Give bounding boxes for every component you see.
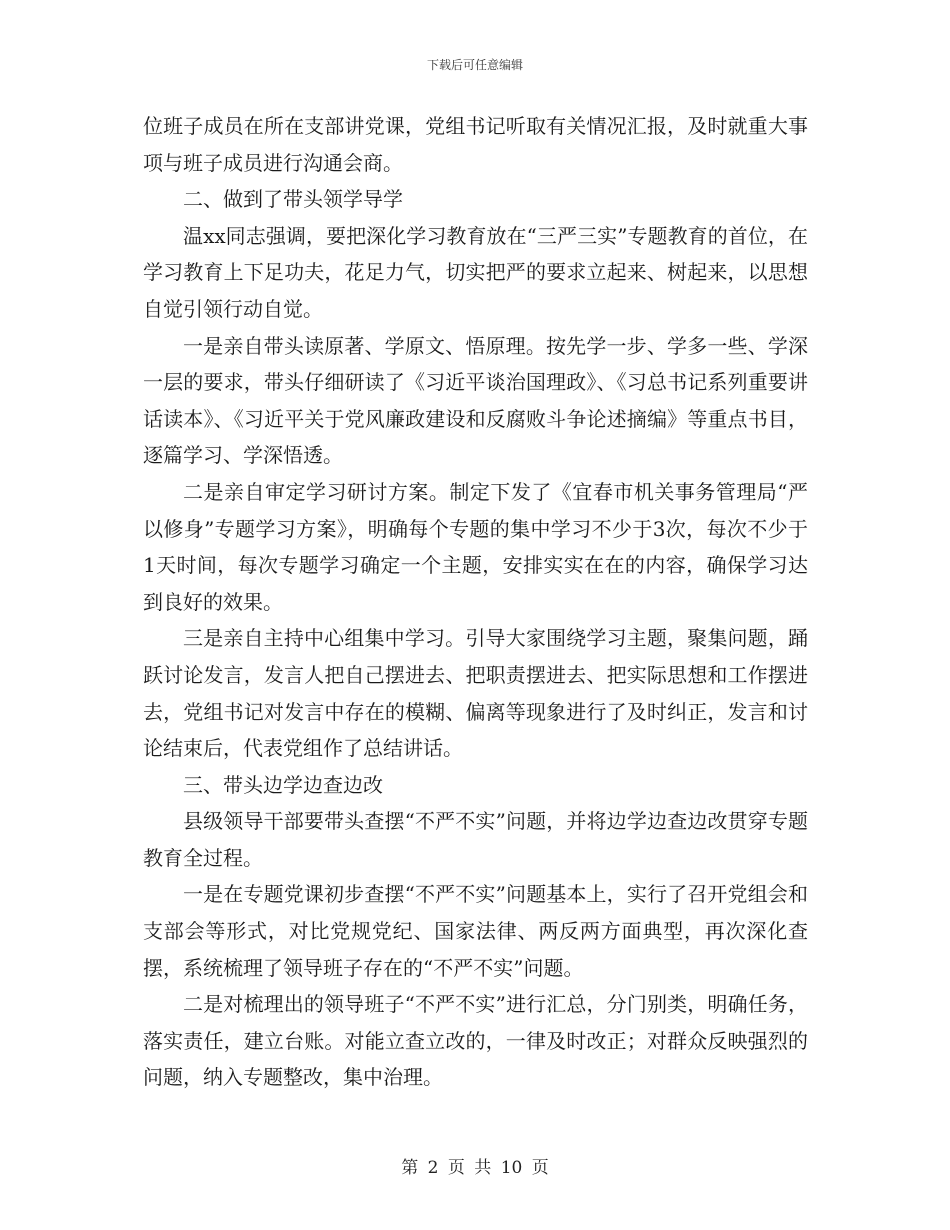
paragraph: 温xx同志强调，要把深化学习教育放在“三严三实”专题教育的首位，在学习教育上下足功夫，花足力气，切实把严的要求立起来、树起来，以思想自觉引领行动自觉。 <box>143 223 808 321</box>
section-heading: 二、做到了带头领学导学 <box>183 187 403 212</box>
section-heading: 三、带头边学边查边改 <box>183 772 383 797</box>
paragraph: 一是亲自带头读原著、学原文、悟原理。按先学一步、学多一些、学深一层的要求，带头仔细研读了《习近平谈治国理政》、《习总书记系列重要讲话读本》、《习近平关于党风廉政建设和反腐败斗争论述摘编》等重点书目，逐篇学习、学深悟透。 <box>143 333 808 468</box>
paragraph: 二是对梳理出的领导班子“不严不实”进行汇总，分门别类，明确任务，落实责任，建立台账。对能立查立改的，一律及时改正；对群众反映强烈的问题，纳入专题整改，集中治理。 <box>143 992 808 1090</box>
paragraph: 二是亲自审定学习研讨方案。制定下发了《宜春市机关事务管理局“严以修身”专题学习方案》，明确每个专题的集中学习不少于3次，每次不少于1天时间，每次专题学习确定一个主题，安排实实在在的内容，确保学习达到良好的效果。 <box>143 479 808 614</box>
page-header: 下载后可任意编辑 <box>426 58 523 72</box>
document-body <box>143 108 808 1096</box>
paragraph: 三是亲自主持中心组集中学习。引导大家围绕学习主题，聚集问题，踊跃讨论发言，发言人把自己摆进去、把职责摆进去、把实际思想和工作摆进去，党组书记对发言中存在的模糊、偏离等现象进行了及时纠正，发言和讨论结束后，代表党组作了总结讲话。 <box>143 626 808 761</box>
page-number-footer: 第 2 页 共 10 页 <box>401 1158 549 1178</box>
paragraph: 位班子成员在所在支部讲党课，党组书记听取有关情况汇报，及时就重大事项与班子成员进行沟通会商。 <box>143 114 808 175</box>
paragraph: 一是在专题党课初步查摆“不严不实”问题基本上，实行了召开党组会和支部会等形式，对比党规党纪、国家法律、两反两方面典型，再次深化查摆，系统梳理了领导班子存在的“不严不实”问题。 <box>143 882 808 980</box>
paragraph: 县级领导干部要带头查摆“不严不实”问题，并将边学边查边改贯穿专题教育全过程。 <box>143 809 808 870</box>
